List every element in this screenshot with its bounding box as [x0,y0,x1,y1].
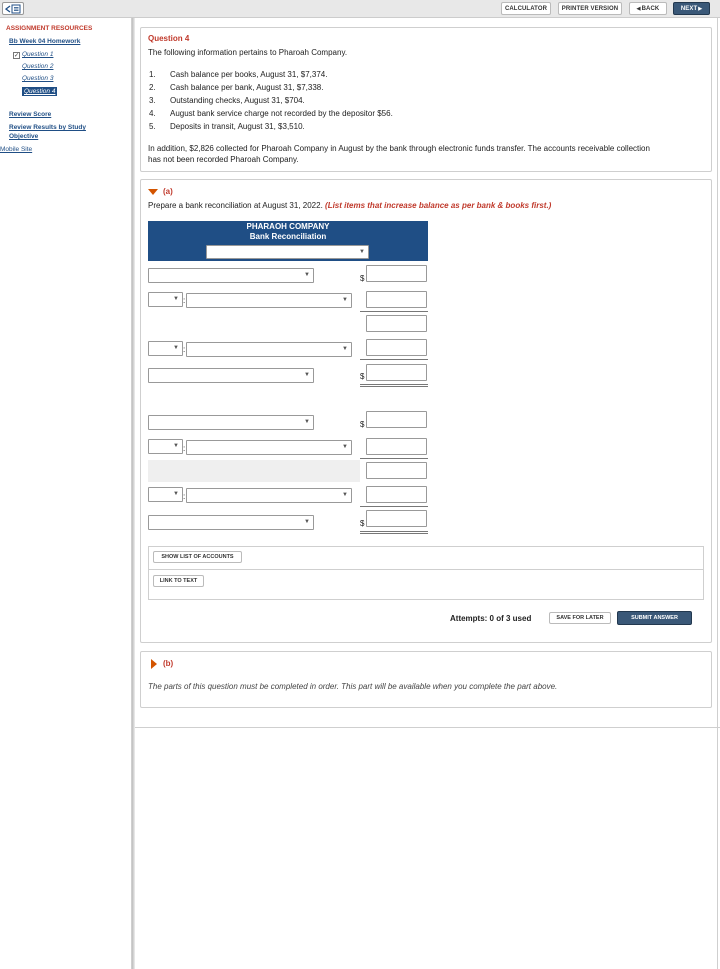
colon: : [183,296,186,305]
dropdown-arrow-icon: ▼ [304,272,310,278]
double-underline [360,384,428,385]
dollar-sign: $ [360,274,365,283]
item-number: 4. [149,109,156,118]
item-number: 2. [149,83,156,92]
amount-input[interactable] [366,315,427,332]
sidebar-item-question-3[interactable]: Question 3 [22,75,54,82]
company-name: PHARAOH COMPANY [246,222,330,231]
dropdown-arrow-icon: ▼ [304,419,310,425]
mobile-site-link[interactable]: Mobile Site [0,146,33,153]
account-select[interactable] [148,368,314,383]
collapse-sidebar-icon [5,4,21,14]
prefix-select[interactable] [148,439,186,454]
amount-input[interactable] [366,510,427,527]
back-button[interactable] [629,2,667,15]
prefix-select[interactable] [148,487,186,502]
account-select[interactable] [148,415,314,430]
item-number: 5. [149,122,156,131]
amount-input[interactable] [366,411,427,428]
expand-part-b-icon[interactable] [151,659,157,669]
next-button[interactable] [673,2,710,15]
account-select[interactable] [186,342,352,357]
review-score-link[interactable]: Review Score [9,111,52,118]
colon: : [183,345,186,354]
statement-title: Bank Reconciliation [249,232,327,241]
dollar-sign: $ [360,519,365,528]
sidebar-divider [132,18,135,969]
subtotal-line [360,506,428,507]
item-text: August bank service charge not recorded by the depositor $56. [170,109,393,118]
subtotal-line [360,311,428,312]
dropdown-arrow-icon: ▼ [304,372,310,378]
content-right-border [717,18,718,969]
dropdown-arrow-icon: ▼ [342,444,348,450]
dropdown-arrow-icon: ▼ [173,443,179,449]
double-underline [360,533,428,534]
double-underline [360,531,428,532]
item-text: Deposits in transit, August 31, $3,510. [170,122,305,131]
attempts-counter: Attempts: 0 of 3 used [450,614,532,623]
amount-input[interactable] [366,364,427,381]
show-accounts-button[interactable]: SHOW LIST OF ACCOUNTS [153,551,242,563]
next-arrow-icon: ▶ [698,5,703,12]
tools-divider [148,569,704,570]
dropdown-arrow-icon: ▼ [342,297,348,303]
colon: : [183,444,186,453]
shaded-row [148,460,360,482]
review-results-link-line2[interactable]: Objective [9,133,39,140]
collapse-part-a-icon[interactable] [148,189,158,195]
instruction-text: Prepare a bank reconciliation at August 31, 2022. [148,201,323,210]
double-underline [360,386,428,387]
dropdown-arrow-icon: ▼ [304,519,310,525]
sidebar-item-question-1[interactable]: Question 1 [22,51,54,58]
item-text: Outstanding checks, August 31, $704. [170,96,305,105]
account-select[interactable] [148,515,314,530]
item-number: 3. [149,96,156,105]
dropdown-arrow-icon: ▼ [173,296,179,302]
next-label: NEXT [680,5,698,12]
date-select[interactable] [206,245,369,259]
dropdown-arrow-icon: ▼ [173,345,179,351]
part-b-panel [140,651,712,708]
additional-info-line2: has not been recorded Pharoah Company. [148,155,299,164]
collapse-sidebar-button[interactable] [2,2,24,15]
amount-input[interactable] [366,339,427,356]
question-intro: The following information pertains to Pharoah Company. [148,48,348,57]
sidebar-item-question-2[interactable]: Question 2 [22,63,54,70]
amount-input[interactable] [366,462,427,479]
colon: : [183,492,186,501]
printer-version-button[interactable]: PRINTER VERSION [558,2,622,15]
sidebar-item-question-4[interactable]: Question 4 [24,88,56,95]
account-select[interactable] [148,268,314,283]
link-to-text-button[interactable]: LINK TO TEXT [153,575,204,587]
submit-answer-button[interactable]: SUBMIT ANSWER [617,611,692,625]
amount-input[interactable] [366,265,427,282]
item-number: 1. [149,70,156,79]
homework-link[interactable]: Bb Week 04 Homework [9,38,81,45]
part-b-label: (b) [163,659,174,668]
amount-input[interactable] [366,291,427,308]
amount-input[interactable] [366,438,427,455]
amount-input[interactable] [366,486,427,503]
additional-info-line1: In addition, $2,826 collected for Pharoah Company in August by the bank through electronic funds transfer. The accounts receivable collection [148,144,650,153]
sidebar-heading: ASSIGNMENT RESOURCES [6,25,93,32]
part-b-note: The parts of this question must be completed in order. This part will be available when you complete the part above. [148,682,558,691]
dropdown-arrow-icon: ▼ [342,346,348,352]
dollar-sign: $ [360,372,365,381]
question-title: Question 4 [148,34,190,43]
back-label: BACK [641,5,660,12]
dropdown-arrow-icon: ▼ [342,492,348,498]
item-text: Cash balance per books, August 31, $7,374. [170,70,328,79]
dollar-sign: $ [360,420,365,429]
account-select[interactable] [186,293,352,308]
calculator-button[interactable]: CALCULATOR [501,2,551,15]
instruction-note: (List items that increase balance as per bank & books first.) [325,201,552,210]
review-results-link-line1[interactable]: Review Results by Study [9,124,86,131]
back-arrow-icon: ◀ [636,5,641,12]
subtotal-line [360,458,428,459]
completed-check-icon: ✓ [14,53,20,59]
dropdown-arrow-icon: ▼ [359,249,365,255]
prefix-select[interactable] [148,341,186,356]
sidebar [0,18,132,969]
item-text: Cash balance per bank, August 31, $7,338. [170,83,324,92]
save-for-later-button[interactable]: SAVE FOR LATER [549,612,611,624]
content-bottom-border [135,727,720,728]
part-a-label: (a) [163,187,173,196]
account-select[interactable] [186,488,352,503]
dropdown-arrow-icon: ▼ [173,491,179,497]
subtotal-line [360,359,428,360]
part-a-instruction [148,201,551,210]
account-select[interactable] [186,440,352,455]
prefix-select[interactable] [148,292,186,307]
